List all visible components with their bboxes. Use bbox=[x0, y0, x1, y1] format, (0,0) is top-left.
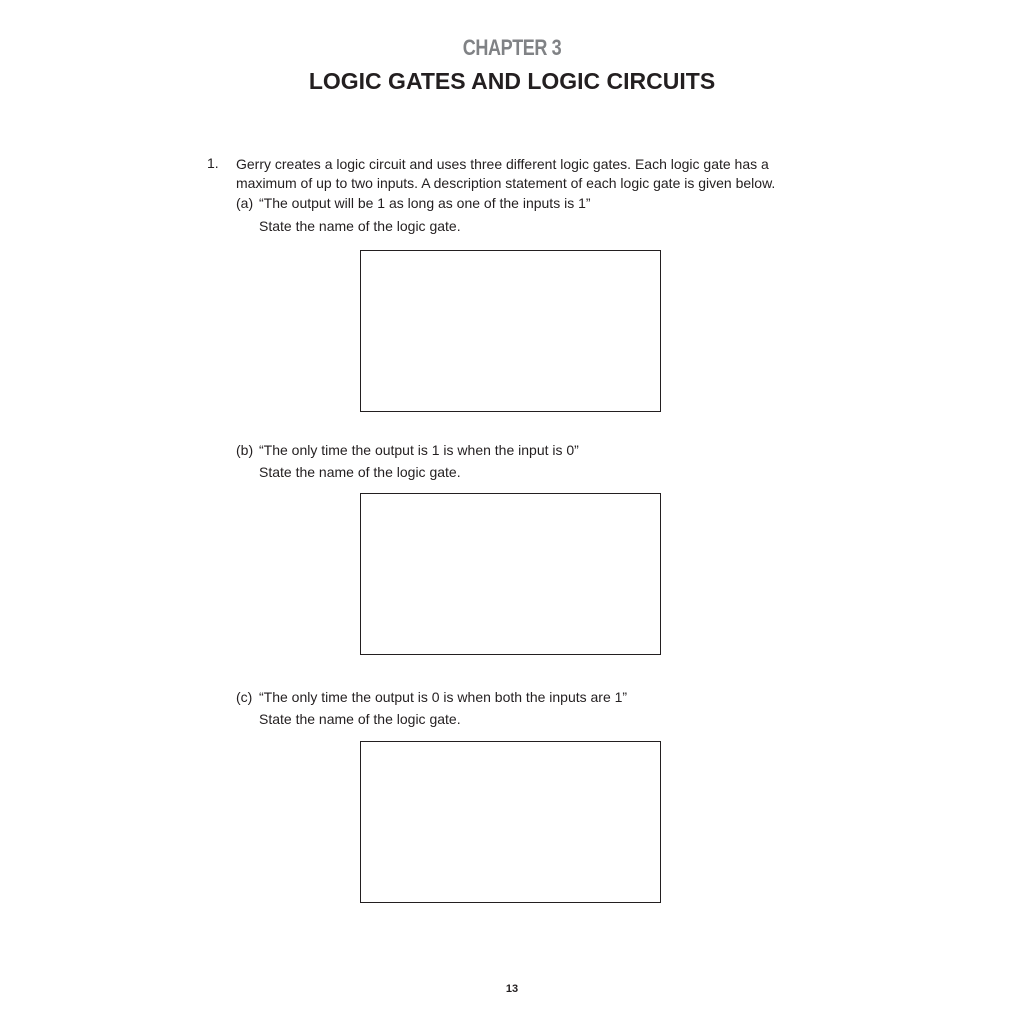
question-stem-line-1: Gerry creates a logic circuit and uses three different logic gates. Each logic gate has a bbox=[236, 156, 769, 172]
question-number: 1. bbox=[207, 155, 219, 171]
part-c-statement: “The only time the output is 0 is when both the inputs are 1” bbox=[259, 689, 628, 705]
chapter-label: CHAPTER 3 bbox=[462, 35, 562, 60]
question-stem-line-2: maximum of up to two inputs. A description statement of each logic gate is given below. bbox=[236, 175, 776, 191]
chapter-title: LOGIC GATES AND LOGIC CIRCUITS bbox=[308, 68, 716, 94]
part-c-answer-box[interactable] bbox=[360, 741, 661, 903]
part-c-instruction: State the name of the logic gate. bbox=[259, 711, 461, 727]
page-number: 13 bbox=[505, 983, 519, 995]
part-b-statement: “The only time the output is 1 is when the input is 0” bbox=[259, 442, 579, 458]
part-a-answer-box[interactable] bbox=[360, 250, 661, 412]
part-a-instruction: State the name of the logic gate. bbox=[259, 218, 461, 234]
question-stem bbox=[236, 155, 836, 193]
part-b-instruction: State the name of the logic gate. bbox=[259, 464, 461, 480]
part-a-statement: “The output will be 1 as long as one of the inputs is 1” bbox=[259, 195, 591, 211]
part-b-label: (b) bbox=[236, 442, 254, 458]
part-c-label: (c) bbox=[236, 689, 253, 705]
part-b-answer-box[interactable] bbox=[360, 493, 661, 655]
part-a-label: (a) bbox=[236, 195, 254, 211]
